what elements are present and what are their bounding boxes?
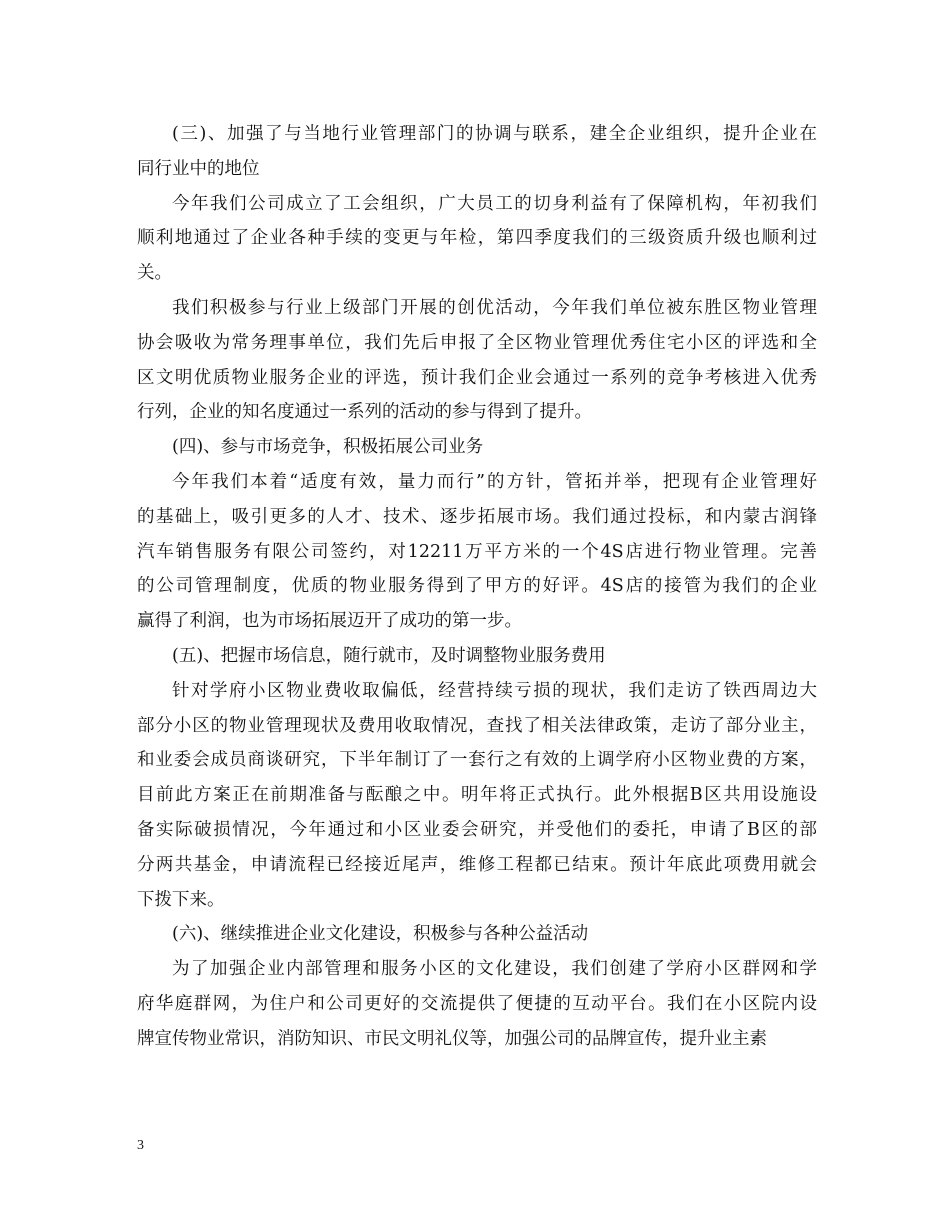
paragraph-para-fees — [137, 674, 817, 918]
text-line: 行列，企业的知名度通过一系列的活动的参与得到了提升。 — [137, 402, 592, 423]
text-line: (四)、参与市场竞争，积极拓展公司业务 — [172, 437, 484, 458]
text-line: 的公司管理制度，优质的物业服务得到了甲方的好评。4S店的接管为我们的企业 — [137, 576, 817, 597]
paragraph-heading-6 — [137, 917, 817, 952]
text-line: 目前此方案正在前期准备与酝酿之中。明年将正式执行。此外根据B区共用设施设 — [137, 785, 817, 806]
text-line: 汽车销售服务有限公司签约，对12211万平方米的一个4S店进行物业管理。完善 — [137, 541, 817, 562]
text-line: 顺利地通过了企业各种手续的变更与年检，第四季度我们的三级资质升级也顺利过 — [137, 228, 817, 249]
paragraph-heading-3 — [137, 117, 817, 187]
text-line: 部分小区的物业管理现状及费用收取情况，查找了相关法律政策，走访了部分业主， — [137, 715, 817, 736]
text-line: 协会吸收为常务理事单位，我们先后申报了全区物业管理优秀住宅小区的评选和全 — [137, 332, 817, 353]
paragraph-para-market — [137, 465, 817, 639]
text-line: 府华庭群网，为住户和公司更好的交流提供了便捷的互动平台。我们在小区院内设 — [137, 993, 817, 1014]
text-line: 今年我们公司成立了工会组织，广大员工的切身利益有了保障机构，年初我们 — [172, 193, 817, 214]
text-line: 今年我们本着“适度有效，量力而行”的方针，管拓并举，把现有企业管理好 — [172, 471, 817, 492]
text-line: 区文明优质物业服务企业的评选，预计我们企业会通过一系列的竞争考核进入优秀 — [137, 367, 817, 388]
paragraph-para-culture — [137, 952, 817, 1056]
text-line: (六)、继续推进企业文化建设，积极参与各种公益活动 — [172, 924, 589, 945]
text-line: 的基础上，吸引更多的人才、技术、逐步拓展市场。我们通过投标，和内蒙古润锋 — [137, 506, 817, 527]
text-line: 为了加强企业内部管理和服务小区的文化建设，我们创建了学府小区群网和学 — [172, 959, 817, 980]
text-line: 和业委会成员商谈研究，下半年制订了一套行之有效的上调学府小区物业费的方案， — [137, 750, 817, 771]
text-line: 赢得了利润，也为市场拓展迈开了成功的第一步。 — [137, 611, 522, 632]
text-line: 备实际破损情况，今年通过和小区业委会研究，并受他们的委托，申请了B区的部 — [137, 819, 817, 840]
text-line: 下拨下来。 — [137, 889, 225, 910]
paragraph-heading-5 — [137, 639, 817, 674]
text-line: 我们积极参与行业上级部门开展的创优活动，今年我们单位被东胜区物业管理 — [172, 297, 817, 318]
paragraph-heading-4 — [137, 430, 817, 465]
text-line: (三)、加强了与当地行业管理部门的协调与联系，建全企业组织，提升企业在 — [172, 124, 817, 144]
paragraph-para-excellence — [137, 291, 817, 430]
page-number: 3 — [137, 1138, 144, 1153]
text-line: 分两共基金，申请流程已经接近尾声，维修工程都已结束。预计年底此项费用就会 — [137, 854, 817, 875]
text-line: 同行业中的地位 — [137, 158, 260, 179]
document-body — [137, 117, 817, 1057]
paragraph-para-union — [137, 187, 817, 291]
text-line: (五)、把握市场信息，随行就市，及时调整物业服务费用 — [172, 645, 606, 666]
text-line: 关。 — [137, 263, 172, 284]
text-line: 牌宣传物业常识，消防知识、市民文明礼仪等，加强公司的品牌宣传，提升业主素 — [137, 1028, 767, 1049]
text-line: 针对学府小区物业费收取偏低，经营持续亏损的现状，我们走访了铁西周边大 — [172, 680, 817, 701]
